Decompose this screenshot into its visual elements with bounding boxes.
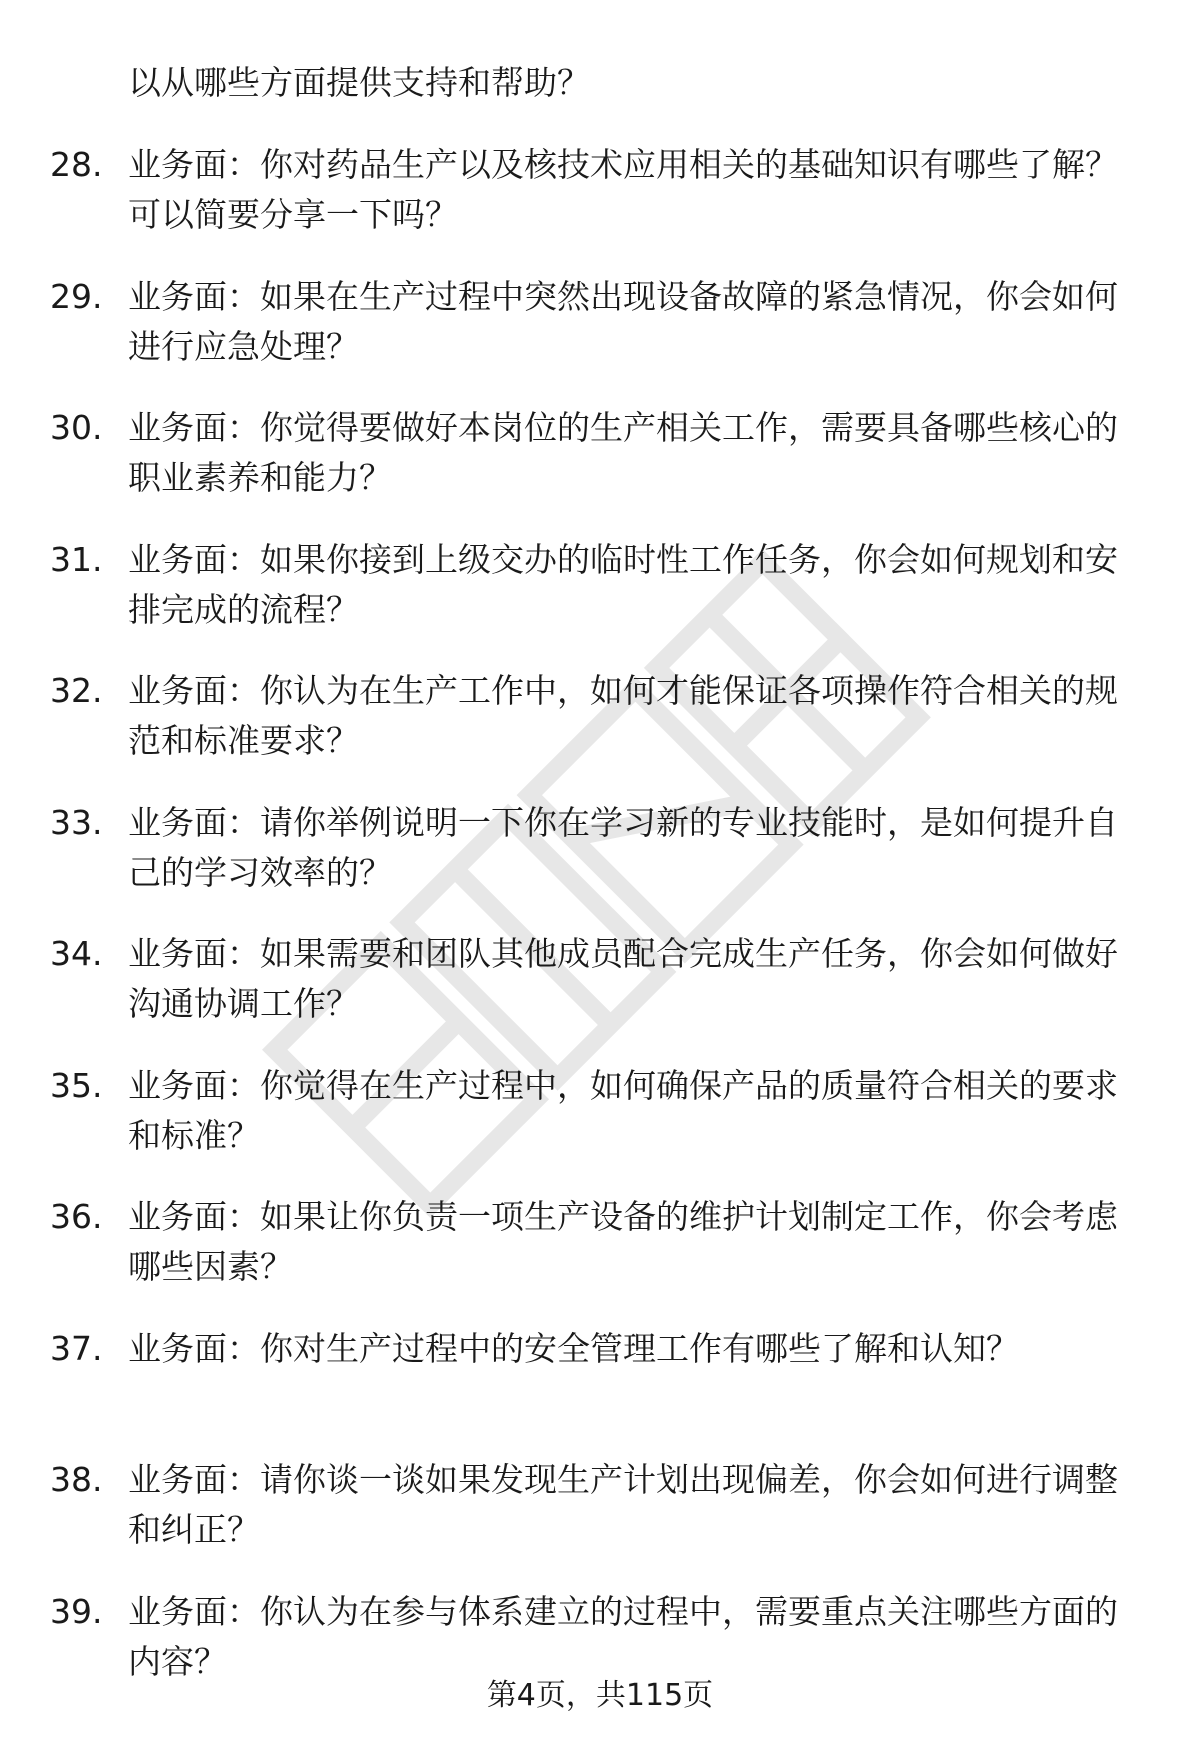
list-item	[0, 1324, 1200, 1456]
question-text: 业务面：请你谈一谈如果发现生产计划出现偏差，你会如何进行调整和纠正？	[128, 1460, 1118, 1549]
question-text: 业务面：你觉得在生产过程中，如何确保产品的质量符合相关的要求和标准？	[128, 1065, 1118, 1155]
question-number: 37.	[50, 1328, 103, 1368]
question-number: 28.	[50, 145, 103, 184]
question-number: 33.	[50, 802, 103, 842]
question-text: 业务面：你对药品生产以及核技术应用相关的基础知识有哪些了解？可以简要分享一下吗？	[128, 145, 1118, 234]
question-number: 29.	[50, 276, 103, 316]
question-number: 34.	[50, 934, 103, 973]
question-text: 业务面：如果在生产过程中突然出现设备故障的紧急情况，你会如何进行应急处理？	[128, 276, 1118, 366]
list-item	[0, 403, 1200, 535]
list-item	[0, 1061, 1200, 1193]
question-text: 业务面：你认为在生产工作中，如何才能保证各项操作符合相关的规范和标准要求？	[128, 671, 1118, 760]
question-text: 业务面：你认为在参与体系建立的过程中，需要重点关注哪些方面的内容？	[128, 1591, 1118, 1681]
list-item	[0, 798, 1200, 930]
list-item	[0, 272, 1200, 404]
question-number: 39.	[50, 1591, 103, 1631]
question-text: 业务面：你觉得要做好本岗位的生产相关工作，需要具备哪些核心的职业素养和能力？	[128, 408, 1118, 497]
question-number: 32.	[50, 671, 103, 710]
continuation-text: 以从哪些方面提供支持和帮助？	[128, 63, 590, 102]
list-item	[0, 1192, 1200, 1324]
question-number: 35.	[50, 1065, 103, 1105]
question-text: 业务面：如果你接到上级交办的临时性工作任务，你会如何规划和安排完成的流程？	[128, 539, 1118, 629]
list-item	[0, 535, 1200, 667]
question-number: 30.	[50, 408, 103, 447]
question-number: 38.	[50, 1460, 103, 1499]
list-item	[0, 666, 1200, 798]
list-item	[0, 140, 1200, 272]
question-list	[0, 140, 1200, 1718]
list-item	[0, 1455, 1200, 1587]
question-text: 业务面：如果让你负责一项生产设备的维护计划制定工作，你会考虑哪些因素？	[128, 1197, 1118, 1286]
question-text: 业务面：请你举例说明一下你在学习新的专业技能时，是如何提升自己的学习效率的？	[128, 802, 1118, 892]
question-text: 业务面：你对生产过程中的安全管理工作有哪些了解和认知？	[128, 1328, 1019, 1368]
list-item	[0, 929, 1200, 1061]
question-text: 业务面：如果需要和团队其他成员配合完成生产任务，你会如何做好沟通协调工作？	[128, 934, 1118, 1023]
page-footer: 第4页，共115页	[486, 1678, 714, 1713]
question-number: 36.	[50, 1197, 103, 1236]
question-number: 31.	[50, 539, 103, 579]
